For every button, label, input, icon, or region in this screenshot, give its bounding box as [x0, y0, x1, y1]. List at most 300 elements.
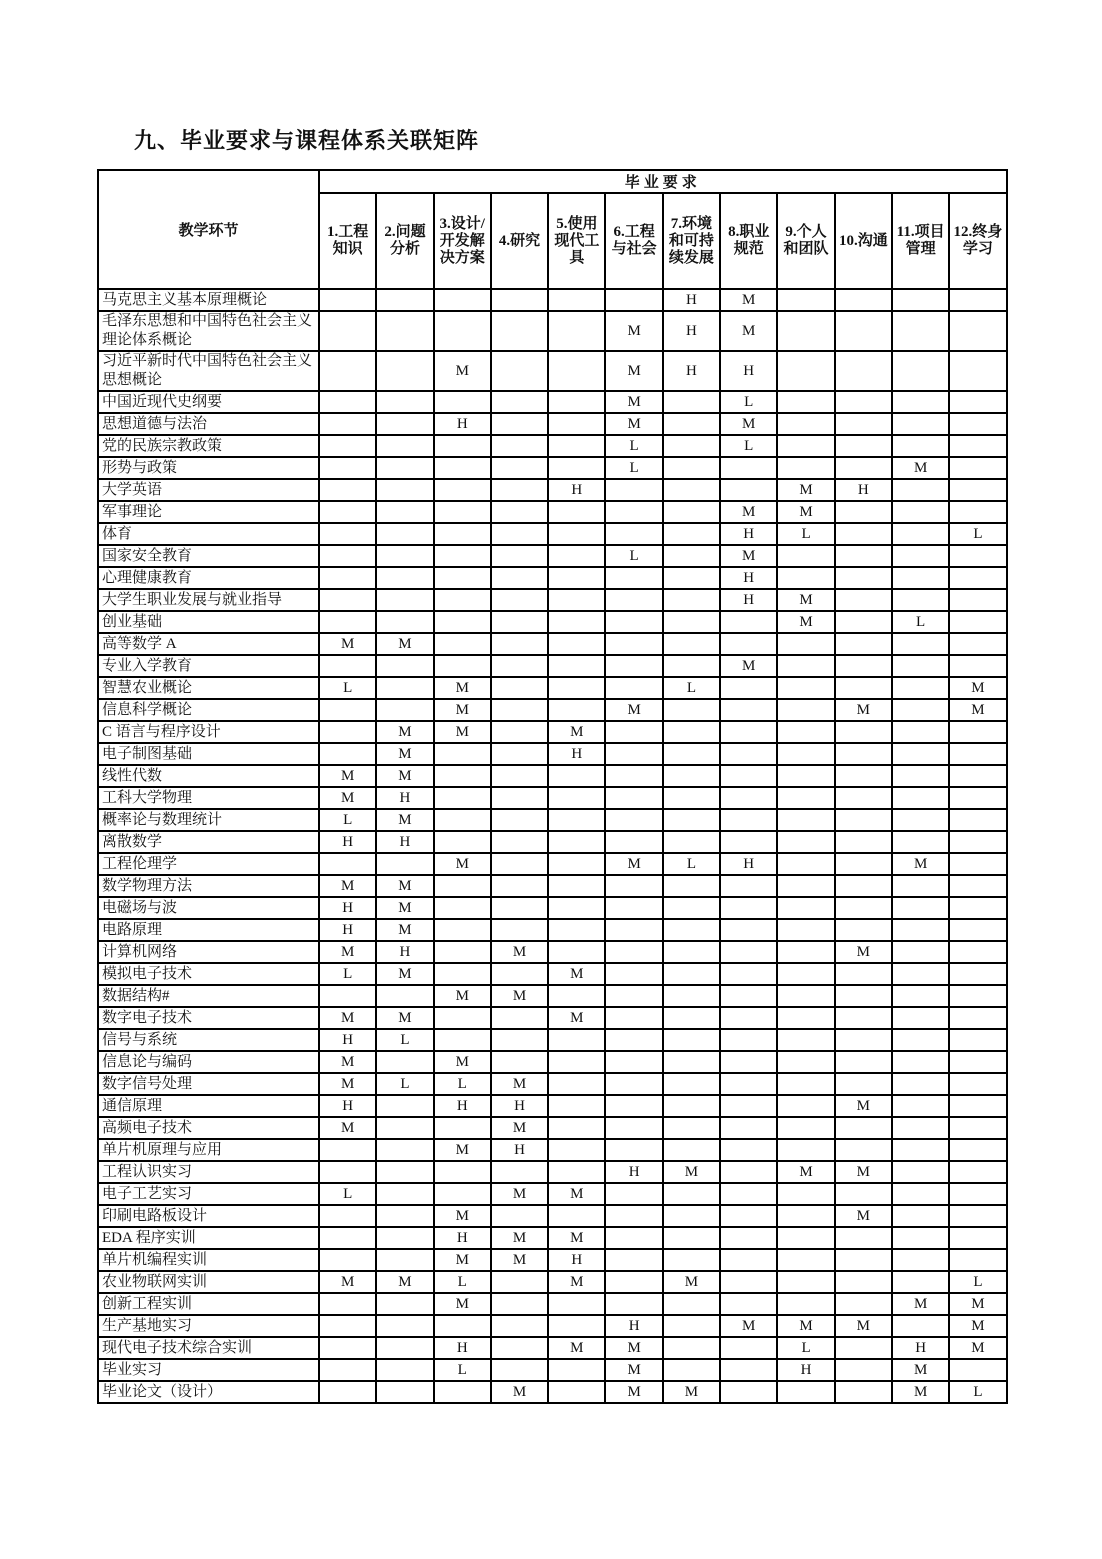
- matrix-cell: [376, 677, 433, 699]
- matrix-cell: [892, 699, 949, 721]
- matrix-cell: [434, 941, 491, 963]
- matrix-cell: [892, 1007, 949, 1029]
- matrix-cell: [835, 1139, 892, 1161]
- matrix-cell: [491, 413, 548, 435]
- matrix-cell: [491, 351, 548, 391]
- course-name-cell: 数据结构#: [98, 985, 319, 1007]
- matrix-cell: [434, 765, 491, 787]
- matrix-cell: [548, 351, 605, 391]
- matrix-cell: [835, 457, 892, 479]
- matrix-cell: [376, 1359, 433, 1381]
- matrix-cell: [605, 1007, 662, 1029]
- course-name-cell: 党的民族宗教政策: [98, 435, 319, 457]
- matrix-cell: [663, 611, 720, 633]
- course-name-cell: 信号与系统: [98, 1029, 319, 1051]
- matrix-cell: [548, 677, 605, 699]
- matrix-cell: [663, 391, 720, 413]
- matrix-cell: [720, 765, 777, 787]
- matrix-cell: [949, 1073, 1006, 1095]
- matrix-cell: M: [319, 633, 376, 655]
- matrix-cell: [605, 985, 662, 1007]
- matrix-cell: [548, 545, 605, 567]
- matrix-cell: [835, 1051, 892, 1073]
- matrix-cell: [777, 413, 834, 435]
- table-row: [98, 699, 1007, 721]
- matrix-cell: [835, 853, 892, 875]
- matrix-cell: [663, 1139, 720, 1161]
- matrix-cell: [949, 853, 1006, 875]
- matrix-cell: [720, 1073, 777, 1095]
- matrix-cell: [720, 1249, 777, 1271]
- matrix-cell: [605, 633, 662, 655]
- matrix-cell: [777, 457, 834, 479]
- matrix-cell: [892, 1205, 949, 1227]
- matrix-cell: [491, 743, 548, 765]
- matrix-cell: M: [491, 1183, 548, 1205]
- matrix-cell: [319, 289, 376, 311]
- matrix-cell: [892, 1227, 949, 1249]
- matrix-cell: [434, 523, 491, 545]
- table-row: [98, 391, 1007, 413]
- matrix-cell: [605, 589, 662, 611]
- matrix-cell: [605, 787, 662, 809]
- matrix-cell: [892, 655, 949, 677]
- matrix-cell: [376, 567, 433, 589]
- matrix-cell: [491, 457, 548, 479]
- matrix-cell: [720, 1337, 777, 1359]
- matrix-cell: [949, 941, 1006, 963]
- matrix-cell: [777, 743, 834, 765]
- matrix-cell: [777, 1139, 834, 1161]
- matrix-cell: [548, 765, 605, 787]
- matrix-cell: [720, 897, 777, 919]
- table-row: [98, 1051, 1007, 1073]
- matrix-cell: [720, 1117, 777, 1139]
- matrix-cell: [949, 633, 1006, 655]
- matrix-cell: [835, 1359, 892, 1381]
- matrix-cell: [605, 655, 662, 677]
- matrix-cell: [491, 963, 548, 985]
- matrix-cell: [319, 501, 376, 523]
- matrix-cell: [663, 567, 720, 589]
- course-name-cell: 国家安全教育: [98, 545, 319, 567]
- table-row: [98, 311, 1007, 351]
- matrix-cell: [319, 523, 376, 545]
- matrix-cell: [491, 1007, 548, 1029]
- table-row: [98, 589, 1007, 611]
- matrix-cell: H: [434, 1337, 491, 1359]
- table-row: [98, 1359, 1007, 1381]
- matrix-cell: [892, 941, 949, 963]
- matrix-cell: M: [434, 1139, 491, 1161]
- matrix-cell: [720, 831, 777, 853]
- matrix-cell: [892, 501, 949, 523]
- matrix-cell: L: [663, 853, 720, 875]
- matrix-cell: [548, 391, 605, 413]
- matrix-cell: [892, 311, 949, 351]
- matrix-cell: [319, 743, 376, 765]
- matrix-cell: [720, 1227, 777, 1249]
- matrix-cell: H: [605, 1161, 662, 1183]
- matrix-cell: [777, 1007, 834, 1029]
- matrix-cell: [949, 1095, 1006, 1117]
- matrix-cell: L: [720, 391, 777, 413]
- course-name-cell: 单片机编程实训: [98, 1249, 319, 1271]
- matrix-cell: [548, 787, 605, 809]
- matrix-cell: [491, 919, 548, 941]
- matrix-cell: [720, 809, 777, 831]
- matrix-cell: [376, 1249, 433, 1271]
- matrix-cell: L: [434, 1359, 491, 1381]
- matrix-cell: [892, 743, 949, 765]
- matrix-cell: M: [491, 1381, 548, 1403]
- matrix-cell: [434, 457, 491, 479]
- matrix-cell: M: [491, 1249, 548, 1271]
- matrix-cell: H: [434, 1095, 491, 1117]
- matrix-cell: H: [720, 351, 777, 391]
- matrix-cell: [663, 589, 720, 611]
- matrix-cell: [319, 391, 376, 413]
- matrix-cell: [605, 501, 662, 523]
- matrix-cell: [548, 1073, 605, 1095]
- matrix-cell: M: [720, 413, 777, 435]
- matrix-cell: [548, 853, 605, 875]
- matrix-cell: [663, 1051, 720, 1073]
- matrix-cell: [376, 413, 433, 435]
- matrix-cell: [835, 831, 892, 853]
- matrix-cell: [548, 1161, 605, 1183]
- matrix-cell: [777, 985, 834, 1007]
- table-row: [98, 985, 1007, 1007]
- matrix-cell: [605, 1051, 662, 1073]
- matrix-cell: [777, 1271, 834, 1293]
- course-name-cell: 习近平新时代中国特色社会主义思想概论: [98, 351, 319, 391]
- matrix-cell: [892, 677, 949, 699]
- matrix-cell: [835, 985, 892, 1007]
- matrix-cell: L: [605, 545, 662, 567]
- matrix-cell: M: [548, 721, 605, 743]
- matrix-cell: M: [376, 1007, 433, 1029]
- matrix-cell: M: [491, 985, 548, 1007]
- matrix-cell: [491, 633, 548, 655]
- matrix-cell: [319, 413, 376, 435]
- matrix-cell: H: [319, 919, 376, 941]
- matrix-cell: M: [605, 853, 662, 875]
- group-header-row: [98, 170, 1007, 193]
- matrix-cell: H: [777, 1359, 834, 1381]
- table-row: [98, 1117, 1007, 1139]
- matrix-cell: [434, 655, 491, 677]
- matrix-cell: [835, 721, 892, 743]
- matrix-cell: [434, 963, 491, 985]
- matrix-cell: [376, 289, 433, 311]
- matrix-cell: M: [376, 633, 433, 655]
- table-row: [98, 721, 1007, 743]
- matrix-cell: [548, 1205, 605, 1227]
- course-name-cell: 印刷电路板设计: [98, 1205, 319, 1227]
- matrix-cell: M: [548, 1227, 605, 1249]
- matrix-cell: [777, 699, 834, 721]
- matrix-cell: M: [720, 501, 777, 523]
- matrix-cell: [892, 1139, 949, 1161]
- matrix-cell: [663, 1073, 720, 1095]
- matrix-cell: [548, 289, 605, 311]
- matrix-cell: [319, 1315, 376, 1337]
- matrix-cell: [605, 1095, 662, 1117]
- matrix-cell: [319, 985, 376, 1007]
- matrix-cell: M: [434, 699, 491, 721]
- matrix-cell: [605, 1117, 662, 1139]
- matrix-cell: [835, 1271, 892, 1293]
- matrix-cell: L: [949, 523, 1006, 545]
- matrix-cell: [376, 1337, 433, 1359]
- matrix-cell: [434, 743, 491, 765]
- matrix-cell: [835, 963, 892, 985]
- table-row: [98, 963, 1007, 985]
- matrix-cell: [835, 1117, 892, 1139]
- matrix-cell: [319, 1249, 376, 1271]
- column-header: 7.环境和可持续发展: [663, 193, 720, 289]
- matrix-cell: [949, 897, 1006, 919]
- matrix-cell: M: [777, 501, 834, 523]
- matrix-cell: [835, 611, 892, 633]
- matrix-cell: [892, 351, 949, 391]
- matrix-cell: [548, 413, 605, 435]
- matrix-cell: [777, 1227, 834, 1249]
- course-name-cell: 毕业实习: [98, 1359, 319, 1381]
- table-row: [98, 1249, 1007, 1271]
- matrix-cell: [892, 765, 949, 787]
- course-name-cell: 工程伦理学: [98, 853, 319, 875]
- matrix-cell: [605, 1073, 662, 1095]
- matrix-cell: [376, 501, 433, 523]
- matrix-cell: M: [491, 1073, 548, 1095]
- matrix-cell: [605, 289, 662, 311]
- course-name-cell: 单片机原理与应用: [98, 1139, 319, 1161]
- matrix-cell: [892, 1029, 949, 1051]
- matrix-cell: [548, 1359, 605, 1381]
- course-name-cell: 毛泽东思想和中国特色社会主义理论体系概论: [98, 311, 319, 351]
- matrix-cell: [663, 985, 720, 1007]
- matrix-cell: H: [434, 413, 491, 435]
- matrix-cell: [949, 1183, 1006, 1205]
- table-row: [98, 435, 1007, 457]
- matrix-cell: [319, 1381, 376, 1403]
- matrix-cell: H: [720, 567, 777, 589]
- course-name-cell: 信息论与编码: [98, 1051, 319, 1073]
- course-name-cell: 高等数学 A: [98, 633, 319, 655]
- matrix-cell: [835, 289, 892, 311]
- matrix-cell: [319, 1359, 376, 1381]
- matrix-cell: H: [835, 479, 892, 501]
- matrix-cell: [548, 501, 605, 523]
- course-name-cell: 创业基础: [98, 611, 319, 633]
- matrix-cell: [491, 1271, 548, 1293]
- matrix-cell: L: [949, 1381, 1006, 1403]
- matrix-cell: H: [319, 897, 376, 919]
- table-row: [98, 479, 1007, 501]
- matrix-cell: [376, 311, 433, 351]
- matrix-cell: [376, 1293, 433, 1315]
- matrix-cell: M: [720, 311, 777, 351]
- table-row: [98, 457, 1007, 479]
- course-name-cell: 智慧农业概论: [98, 677, 319, 699]
- matrix-cell: [949, 413, 1006, 435]
- matrix-cell: M: [548, 1007, 605, 1029]
- matrix-cell: [777, 1205, 834, 1227]
- matrix-cell: [777, 941, 834, 963]
- matrix-cell: M: [491, 941, 548, 963]
- column-header: 12.终身学习: [949, 193, 1006, 289]
- table-row: [98, 633, 1007, 655]
- matrix-cell: [663, 479, 720, 501]
- matrix-cell: [892, 1073, 949, 1095]
- matrix-cell: M: [319, 1007, 376, 1029]
- matrix-cell: [376, 1139, 433, 1161]
- course-name-cell: 军事理论: [98, 501, 319, 523]
- matrix-cell: [434, 919, 491, 941]
- course-name-cell: 形势与政策: [98, 457, 319, 479]
- matrix-cell: M: [434, 1205, 491, 1227]
- matrix-cell: [949, 1161, 1006, 1183]
- matrix-cell: M: [605, 413, 662, 435]
- matrix-cell: [605, 743, 662, 765]
- matrix-cell: L: [434, 1271, 491, 1293]
- matrix-cell: [319, 853, 376, 875]
- matrix-cell: [663, 1095, 720, 1117]
- course-name-cell: 心理健康教育: [98, 567, 319, 589]
- course-name-cell: 线性代数: [98, 765, 319, 787]
- matrix-cell: [548, 1381, 605, 1403]
- matrix-cell: H: [548, 743, 605, 765]
- matrix-cell: [949, 1007, 1006, 1029]
- matrix-cell: [663, 699, 720, 721]
- matrix-cell: [491, 545, 548, 567]
- matrix-cell: [548, 1293, 605, 1315]
- matrix-cell: [835, 589, 892, 611]
- matrix-cell: [835, 1337, 892, 1359]
- matrix-cell: [720, 787, 777, 809]
- matrix-cell: [949, 1227, 1006, 1249]
- matrix-cell: [777, 1117, 834, 1139]
- table-row: [98, 853, 1007, 875]
- matrix-cell: [491, 1051, 548, 1073]
- table-row: [98, 501, 1007, 523]
- course-name-cell: C 语言与程序设计: [98, 721, 319, 743]
- matrix-cell: [949, 809, 1006, 831]
- matrix-cell: [319, 567, 376, 589]
- matrix-cell: M: [835, 941, 892, 963]
- table-row: [98, 743, 1007, 765]
- matrix-cell: M: [835, 1095, 892, 1117]
- matrix-cell: [376, 479, 433, 501]
- matrix-cell: M: [376, 1271, 433, 1293]
- matrix-cell: [491, 289, 548, 311]
- matrix-cell: M: [892, 1381, 949, 1403]
- matrix-cell: H: [376, 831, 433, 853]
- matrix-cell: [949, 311, 1006, 351]
- matrix-cell: [548, 941, 605, 963]
- matrix-cell: M: [892, 457, 949, 479]
- matrix-cell: [835, 743, 892, 765]
- matrix-cell: [949, 721, 1006, 743]
- matrix-cell: [319, 479, 376, 501]
- matrix-cell: H: [892, 1337, 949, 1359]
- matrix-cell: [663, 1007, 720, 1029]
- matrix-cell: [663, 919, 720, 941]
- matrix-cell: [949, 985, 1006, 1007]
- matrix-cell: H: [319, 1095, 376, 1117]
- matrix-cell: [376, 457, 433, 479]
- matrix-cell: [720, 1359, 777, 1381]
- matrix-cell: L: [663, 677, 720, 699]
- matrix-cell: H: [548, 479, 605, 501]
- matrix-cell: [663, 457, 720, 479]
- matrix-cell: [892, 633, 949, 655]
- matrix-cell: [663, 1359, 720, 1381]
- matrix-cell: [949, 875, 1006, 897]
- course-name-cell: 工程认识实习: [98, 1161, 319, 1183]
- course-name-cell: 生产基地实习: [98, 1315, 319, 1337]
- matrix-cell: L: [376, 1073, 433, 1095]
- matrix-cell: [720, 677, 777, 699]
- course-name-cell: 计算机网络: [98, 941, 319, 963]
- matrix-cell: [892, 875, 949, 897]
- matrix-cell: M: [319, 765, 376, 787]
- table-row: [98, 655, 1007, 677]
- table-row: [98, 875, 1007, 897]
- matrix-cell: [605, 1249, 662, 1271]
- matrix-cell: [491, 435, 548, 457]
- matrix-cell: H: [720, 523, 777, 545]
- matrix-cell: [605, 479, 662, 501]
- matrix-cell: [835, 677, 892, 699]
- matrix-cell: [835, 1073, 892, 1095]
- matrix-cell: [720, 1183, 777, 1205]
- matrix-cell: M: [835, 699, 892, 721]
- matrix-cell: [777, 1381, 834, 1403]
- matrix-cell: M: [720, 655, 777, 677]
- matrix-cell: H: [491, 1139, 548, 1161]
- matrix-cell: [548, 985, 605, 1007]
- table-row: [98, 765, 1007, 787]
- matrix-cell: L: [319, 809, 376, 831]
- matrix-cell: M: [892, 1359, 949, 1381]
- matrix-cell: [605, 721, 662, 743]
- matrix-cell: H: [319, 831, 376, 853]
- matrix-cell: M: [892, 1293, 949, 1315]
- matrix-cell: [376, 351, 433, 391]
- matrix-cell: [548, 897, 605, 919]
- matrix-cell: [835, 523, 892, 545]
- matrix-cell: [777, 435, 834, 457]
- matrix-cell: M: [434, 985, 491, 1007]
- column-header: 2.问题分析: [376, 193, 433, 289]
- matrix-cell: [548, 633, 605, 655]
- matrix-cell: [376, 1095, 433, 1117]
- matrix-cell: [949, 457, 1006, 479]
- matrix-cell: [376, 1315, 433, 1337]
- matrix-cell: [491, 655, 548, 677]
- matrix-cell: [491, 311, 548, 351]
- matrix-cell: [663, 633, 720, 655]
- matrix-cell: [548, 1139, 605, 1161]
- matrix-cell: [605, 831, 662, 853]
- matrix-cell: M: [777, 611, 834, 633]
- column-header: 11.项目管理: [892, 193, 949, 289]
- matrix-cell: [892, 413, 949, 435]
- matrix-cell: [663, 655, 720, 677]
